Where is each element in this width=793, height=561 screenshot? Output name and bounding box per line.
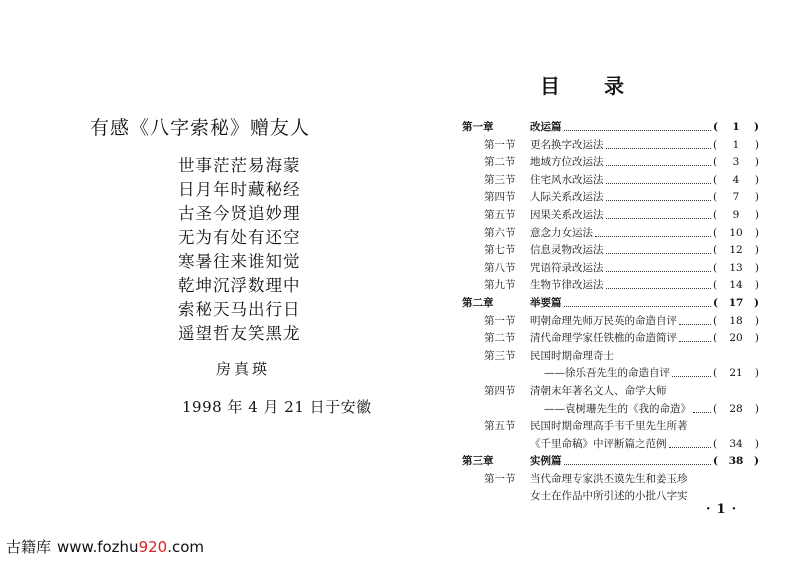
toc-leader-dots [679,313,711,325]
toc-entry-page: ( 20 ) [713,330,759,348]
toc-entry [462,436,767,454]
watermark-url [57,538,204,556]
toc-entry-title: 改运篇 [530,121,562,133]
page-number: ·1· [706,502,743,517]
toc-leader-dots [606,137,712,149]
toc-entry-title: 地域方位改运法 [530,156,604,169]
poem-line: 索秘天马出行日 [178,300,301,319]
toc-entry-number: 第一节 [484,314,516,327]
toc-entry-title: 咒语符录改运法 [530,261,604,274]
toc-entry-title: 女士在作品中所引述的小批八字实 [530,490,688,503]
toc-entry-number: 第三节 [484,173,516,186]
toc-leader-dots [606,242,712,254]
toc-entry-number: 第五节 [484,208,516,221]
toc-entry [462,260,767,278]
toc-entry-number: 第一章 [462,121,494,133]
author-name: 房真瑛 [216,360,271,378]
toc-entry-title: 民国时期命理高手韦千里先生所著 [530,420,688,433]
toc-entry [462,277,767,295]
poem-line: 日月年时藏秘经 [178,180,301,199]
poem [178,154,301,346]
toc-entry [462,365,767,383]
toc-entry-title: 因果关系改运法 [530,208,604,221]
toc-entry [462,242,767,260]
toc-entry [462,207,767,225]
toc-entry [462,471,767,489]
table-of-contents [462,119,767,506]
toc-entry [462,383,767,401]
toc-entry [462,330,767,348]
toc-entry-page: ( 38 ) [713,453,759,471]
toc-entry-title: ——袁树珊先生的《我的命造》 [544,402,691,415]
toc-entry [462,137,767,155]
toc-entry-title: 住宅风水改运法 [530,173,604,186]
toc-entry-title: 更名换字改运法 [530,138,604,151]
poem-line: 寒暑往来谁知觉 [178,252,301,271]
toc-leader-dots [669,436,712,448]
watermark-url-prefix: www.fozhu [57,538,139,556]
poem-line: 乾坤沉浮数理中 [178,276,301,295]
toc-entry-number: 第二节 [484,332,516,345]
toc-entry-title: ——徐乐吾先生的命造自评 [544,367,670,380]
watermark-url-highlight: 920 [138,538,168,556]
toc-entry-number: 第一节 [484,472,516,485]
toc-entry-page: ( 1 ) [713,119,759,137]
toc-entry-page: ( 13 ) [713,260,759,278]
toc-leader-dots [606,154,712,166]
toc-entry [462,401,767,419]
toc-leader-dots [564,295,712,307]
watermark [6,536,204,557]
watermark-label: 古籍库 [6,538,52,556]
toc-leader-dots [564,119,712,131]
toc-entry-page: ( 12 ) [713,242,759,260]
toc-leader-dots [564,453,712,465]
poem-title: 有感《八字索秘》赠友人 [89,117,310,139]
toc-entry-title: 民国时期命理奇士 [530,349,614,362]
toc-entry [462,453,767,471]
toc-entry [462,154,767,172]
toc-entry [462,172,767,190]
toc-entry-number: 第二章 [462,296,494,309]
toc-leader-dots [606,277,712,289]
toc-title: 目录 [540,74,668,98]
toc-entry-title: 《千里命稿》中评断篇之范例 [530,437,667,450]
poem-line: 遥望哲友笑黑龙 [178,324,301,343]
toc-entry-page: ( 17 ) [713,295,759,313]
toc-entry-title: 意念力女运法 [530,226,593,239]
toc-entry [462,119,767,137]
watermark-url-suffix: .com [167,538,205,556]
toc-entry-number: 第九节 [484,279,516,292]
toc-entry [462,189,767,207]
toc-entry-page: ( 1 ) [713,137,759,155]
toc-entry-number: 第五节 [484,420,516,433]
toc-entry-number: 第七节 [484,244,516,257]
toc-entry-title: 清代命理学家任铁樵的命造简评 [530,332,677,345]
toc-entry-number: 第三章 [462,455,494,468]
toc-entry-title: 人际关系改运法 [530,191,604,204]
toc-entry-page: ( 4 ) [713,172,759,190]
toc-entry-title: 清朝末年著名文人、命学大师 [530,384,667,397]
toc-leader-dots [595,225,711,237]
toc-entry [462,225,767,243]
toc-entry [462,313,767,331]
toc-leader-dots [606,260,712,272]
toc-entry [462,295,767,313]
toc-entry-page: ( 7 ) [713,189,759,207]
toc-entry-page: ( 9 ) [713,207,759,225]
toc-entry-title: 举要篇 [530,296,562,309]
toc-leader-dots [606,172,712,184]
toc-entry-number: 第一节 [484,138,516,151]
toc-entry-page: ( 14 ) [713,277,759,295]
toc-entry-number: 第二节 [484,156,516,169]
toc-entry-number: 第四节 [484,191,516,204]
date-line: 1998 年 4 月 21 日于安徽 [182,398,372,416]
poem-line: 无为有处有还空 [178,228,301,247]
toc-entry-number: 第八节 [484,261,516,274]
toc-entry-number: 第三节 [484,349,516,362]
toc-leader-dots [606,207,712,219]
toc-entry-page: ( 28 ) [713,401,759,419]
toc-entry-title: 实例篇 [530,455,562,468]
toc-entry-page: ( 3 ) [713,154,759,172]
toc-entry-page: ( 10 ) [713,225,759,243]
toc-entry-number: 第六节 [484,226,516,239]
toc-entry-title: 信息灵物改运法 [530,244,604,257]
toc-entry-number: 第四节 [484,384,516,397]
poem-line: 世事茫茫易海蒙 [178,156,301,175]
toc-entry [462,418,767,436]
toc-entry-title: 当代命理专家洪丕谟先生和姜玉珍 [530,472,688,485]
toc-entry [462,348,767,366]
toc-leader-dots [606,189,712,201]
toc-leader-dots [693,401,711,413]
toc-entry-title: 明朝命理先师万民英的命造自评 [530,314,677,327]
poem-line: 古圣今贤追妙理 [178,204,301,223]
toc-entry-page: ( 21 ) [713,365,759,383]
toc-leader-dots [679,330,711,342]
toc-entry-page: ( 18 ) [713,313,759,331]
toc-leader-dots [672,365,711,377]
toc-entry-title: 生物节律改运法 [530,279,604,292]
toc-entry-page: ( 34 ) [713,436,759,454]
